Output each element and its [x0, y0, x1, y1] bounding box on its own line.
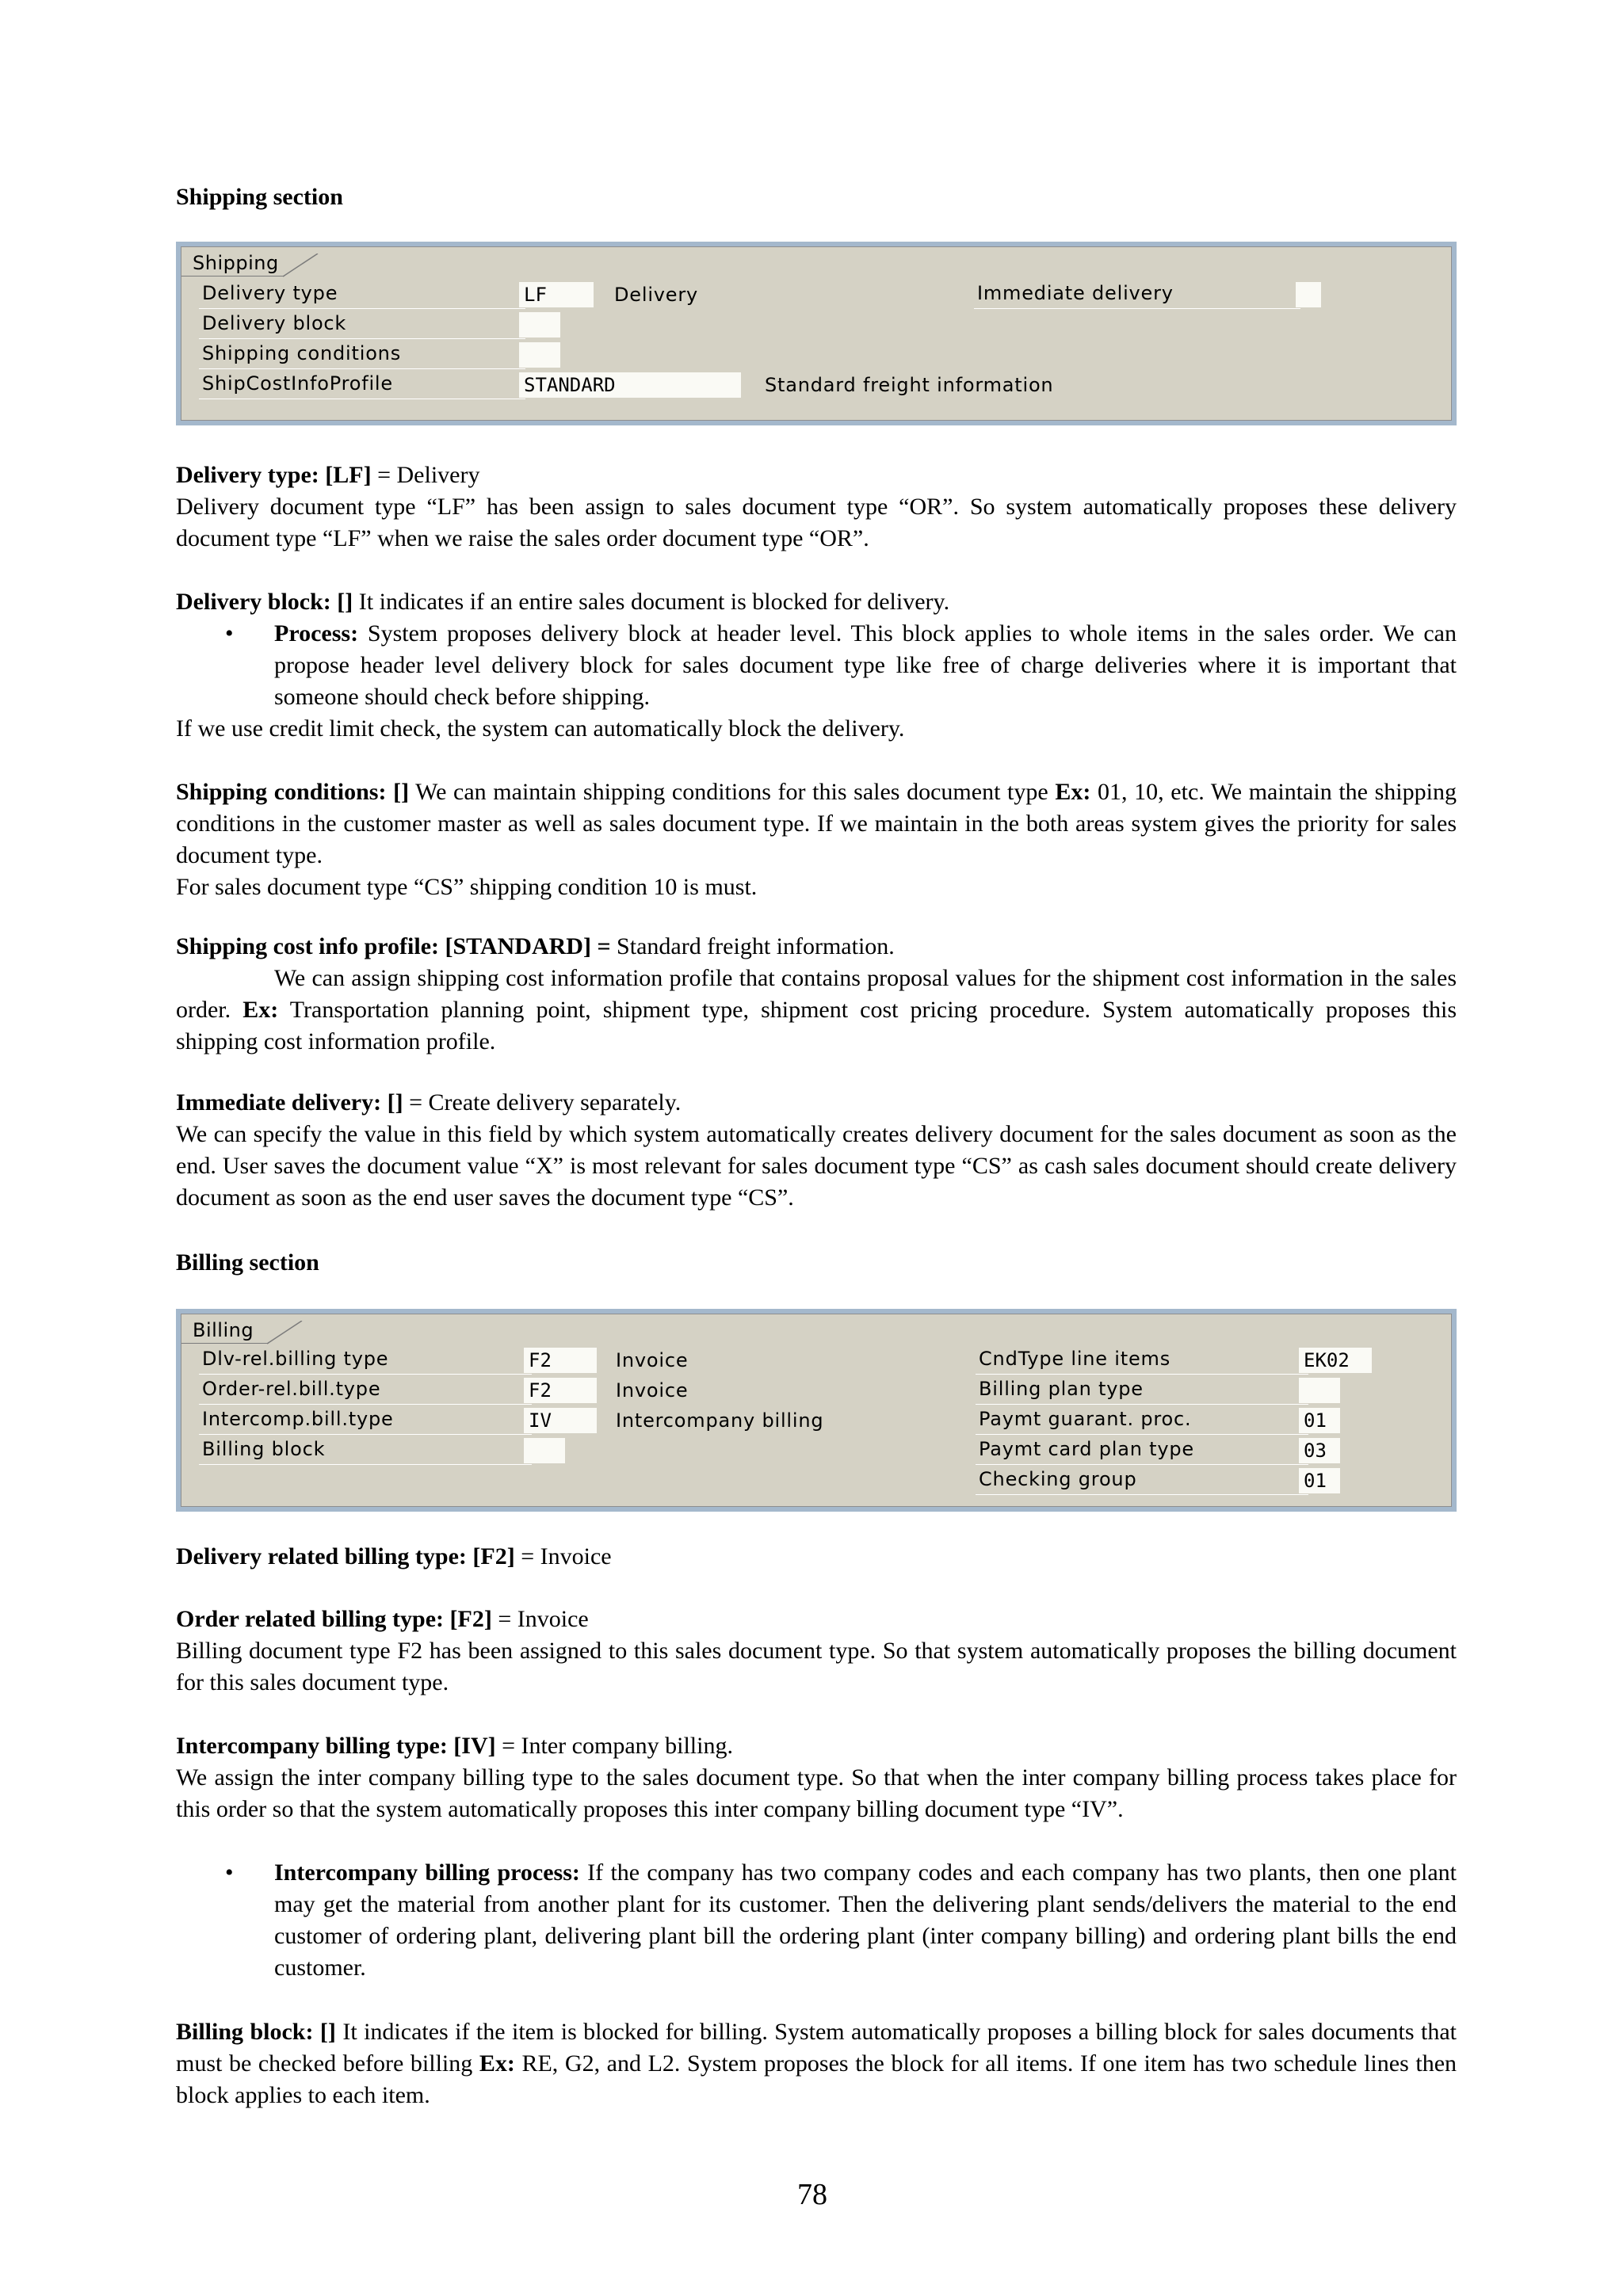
checking-group-label: Checking group	[976, 1465, 1308, 1495]
immediate-delivery-label: Immediate delivery	[974, 279, 1300, 309]
dlv-billing-meaning: = Invoice	[514, 1543, 612, 1569]
shipping-conditions-paragraph	[176, 776, 1457, 903]
ship-cost-info-profile-desc: Standard freight information	[765, 374, 1054, 396]
billing-block-label: Billing block	[199, 1435, 532, 1465]
billing-plan-type-label: Billing plan type	[976, 1375, 1308, 1405]
shipping-conditions-text-1: We can maintain shipping conditions for this sales document type	[409, 779, 1056, 805]
delivery-block-term: Delivery block: []	[176, 589, 353, 615]
credit-limit-line: If we use credit limit check, the system can automatically block the delivery.	[176, 715, 905, 742]
delivery-block-label: Delivery block	[199, 309, 525, 339]
shipping-cost-term: Shipping cost info profile: [STANDARD] =	[176, 933, 611, 959]
interco-paragraph	[176, 1730, 1457, 1825]
shipping-conditions-text-2: 01, 10, etc. We maintain the shipping conditions in the customer master as well as sales document type. If we maintain in the both areas system gives the priority for sales document type.	[176, 779, 1457, 868]
shipping-conditions-term: Shipping conditions: []	[176, 779, 410, 805]
paymt-card-plan-type-label: Paymt card plan type	[976, 1435, 1308, 1465]
paymt-guarant-proc-field[interactable]: 01	[1299, 1408, 1340, 1433]
example-label: Ex:	[1055, 779, 1091, 805]
dlv-rel-billing-type-field[interactable]: F2	[524, 1348, 597, 1373]
example-label: Ex:	[479, 2050, 515, 2077]
delivery-type-field[interactable]: LF	[519, 282, 594, 307]
checking-group-field[interactable]: 01	[1299, 1468, 1340, 1493]
panel-title-tab-slant	[283, 254, 319, 277]
billing-plan-type-field[interactable]	[1299, 1378, 1340, 1403]
delivery-block-field[interactable]	[519, 312, 560, 338]
cs-shipping-condition-line: For sales document type “CS” shipping condition 10 is must.	[176, 874, 758, 900]
order-billing-body: Billing document type F2 has been assigned to this sales document type. So that system automatically proposes the billing document for this sales document type.	[176, 1638, 1457, 1695]
billing-panel-inner	[181, 1314, 1452, 1507]
shipping-cost-meaning: Standard freight information.	[610, 933, 895, 959]
ship-cost-info-profile-label: ShipCostInfoProfile	[199, 369, 525, 399]
dlv-billing-term: Delivery related billing type: [F2]	[176, 1543, 515, 1569]
dlv-rel-billing-type-label: Dlv-rel.billing type	[199, 1344, 532, 1375]
dlv-billing-paragraph	[176, 1541, 1457, 1573]
immediate-delivery-checkbox[interactable]	[1296, 282, 1321, 307]
page-number: 78	[797, 2178, 827, 2211]
immediate-delivery-term: Immediate delivery: []	[176, 1089, 403, 1116]
shipping-panel-title: Shipping	[193, 252, 279, 274]
delivery-type-label: Delivery type	[199, 279, 525, 309]
example-label: Ex:	[242, 997, 279, 1023]
billing-panel-title: Billing	[193, 1319, 254, 1341]
order-rel-bill-type-field[interactable]: F2	[524, 1378, 597, 1403]
shipping-conditions-label: Shipping conditions	[199, 339, 525, 369]
billing-block-text-1: It indicates if the item is blocked for billing. System automatically proposes a billing block for sales documents that must be checked before billing	[176, 2019, 1457, 2077]
interco-bullet	[225, 1857, 1457, 1984]
interco-meaning: = Inter company billing.	[495, 1733, 733, 1759]
delivery-type-paragraph	[176, 460, 1457, 555]
delivery-type-body: Delivery document type “LF” has been assign to sales document type “OR”. So system automatically proposes these delivery document type “LF” when we raise the sales order document type “OR”.	[176, 494, 1457, 551]
immediate-delivery-paragraph	[176, 1087, 1457, 1214]
interco-process-text: If the company has two company codes and each company has two plants, then one plant may get the material from another plant for its customer. Then the delivering plant sends/delivers the material to the end customer of ordering plant, delivering plant bill the ordering plant (inter company billing) and ordering plant bills the end customer.	[274, 1859, 1457, 1981]
billing-block-text-2: RE, G2, and L2. System proposes the block for all items. If one item has two schedule lines then block applies to each item.	[176, 2050, 1457, 2108]
billing-block-field[interactable]	[524, 1438, 565, 1463]
shipping-panel	[176, 242, 1457, 425]
order-billing-term: Order related billing type: [F2]	[176, 1606, 492, 1632]
intercomp-bill-type-field[interactable]: IV	[524, 1408, 597, 1433]
intercomp-bill-type-label: Intercomp.bill.type	[199, 1405, 532, 1435]
order-billing-paragraph	[176, 1604, 1457, 1699]
shipping-cost-text-1: We can assign shipping cost information profile that contains proposal values for the shipment cost information in the sales order.	[176, 965, 1457, 1023]
order-rel-bill-type-desc: Invoice	[616, 1379, 689, 1402]
delivery-type-meaning: = Delivery	[371, 462, 480, 488]
cndtype-line-items-label: CndType line items	[976, 1344, 1308, 1375]
bullet-icon: •	[225, 620, 234, 646]
process-term: Process:	[274, 620, 359, 646]
immediate-delivery-body: We can specify the value in this field by which system automatically creates delivery document for the sales document as soon as the end. User saves the document value “X” is most relevant for sales document type “CS” as cash sales document should create delivery document as soon as the end user saves the document type “CS”.	[176, 1121, 1457, 1211]
delivery-block-meaning: It indicates if an entire sales document is blocked for delivery.	[353, 589, 950, 615]
delivery-type-desc: Delivery	[614, 284, 699, 306]
process-text: System proposes delivery block at header level. This block applies to whole items in the sales order. We can propose header level delivery block for sales document type like free of charge deliveries where it is important that someone should check before shipping.	[274, 620, 1457, 710]
order-rel-bill-type-label: Order-rel.bill.type	[199, 1375, 532, 1405]
immediate-delivery-meaning: = Create delivery separately.	[403, 1089, 682, 1116]
interco-body: We assign the inter company billing type to the sales document type. So that when the inter company billing process takes place for this order so that the system automatically proposes this inter company billing document type “IV”.	[176, 1764, 1457, 1822]
delivery-block-bullet	[225, 618, 1457, 713]
paymt-card-plan-type-field[interactable]: 03	[1299, 1438, 1340, 1463]
panel-title-underline	[181, 276, 285, 277]
intercomp-bill-type-desc: Intercompany billing	[616, 1409, 824, 1432]
delivery-type-term: Delivery type: [LF]	[176, 462, 372, 488]
shipping-section-heading: Shipping section	[176, 184, 343, 210]
order-billing-meaning: = Invoice	[491, 1606, 589, 1632]
panel-title-underline	[181, 1343, 269, 1344]
billing-block-term: Billing block: []	[176, 2019, 336, 2045]
shipping-conditions-field[interactable]	[519, 342, 560, 368]
interco-term: Intercompany billing type: [IV]	[176, 1733, 496, 1759]
ship-cost-info-profile-field[interactable]: STANDARD	[519, 372, 741, 398]
shipping-cost-paragraph	[176, 931, 1457, 1058]
paymt-guarant-proc-label: Paymt guarant. proc.	[976, 1405, 1308, 1435]
billing-panel	[176, 1309, 1457, 1512]
shipping-panel-inner	[181, 246, 1452, 421]
shipping-cost-text-2: Transportation planning point, shipment type, shipment cost pricing procedure. System automatically proposes this shipping cost information profile.	[176, 997, 1457, 1055]
interco-process-term: Intercompany billing process:	[274, 1859, 580, 1886]
dlv-rel-billing-type-desc: Invoice	[616, 1349, 689, 1371]
billing-section-heading: Billing section	[176, 1249, 319, 1276]
billing-block-paragraph	[176, 2016, 1457, 2111]
cndtype-line-items-field[interactable]: EK02	[1299, 1348, 1372, 1373]
bullet-icon: •	[225, 1859, 234, 1886]
delivery-block-paragraph	[176, 586, 1457, 618]
panel-title-tab-slant	[267, 1321, 304, 1344]
